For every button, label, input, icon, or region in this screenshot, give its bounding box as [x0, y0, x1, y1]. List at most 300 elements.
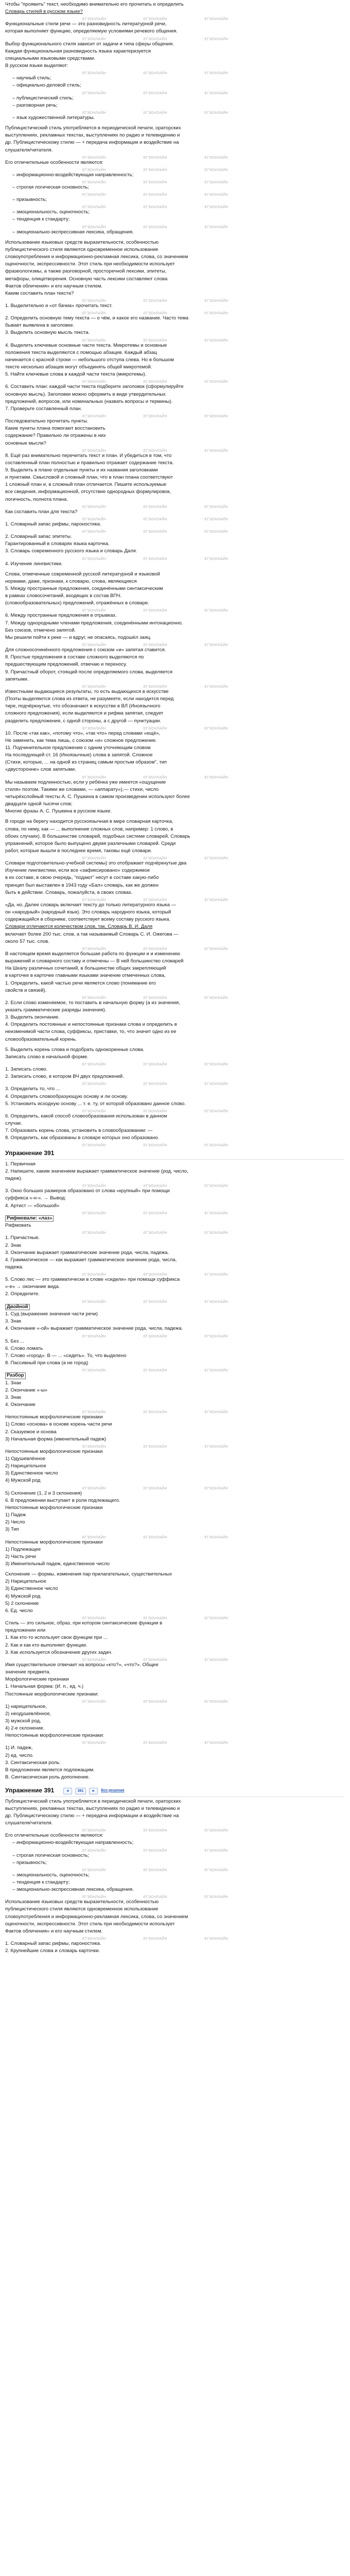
- text-line: Разбор: [5, 1372, 344, 1379]
- watermark: ЕГЭОНЛАЙН: [204, 1300, 229, 1304]
- text-line: 3) Тип: [5, 1527, 19, 1533]
- text-line: около 57 тыс. слов.: [5, 938, 49, 944]
- text-line: Непостоянные морфологические признаки: [5, 1448, 103, 1454]
- text-line: разделить предложения, с одной стороны, а с другой — пунктуации.: [5, 718, 161, 724]
- text-line: Непостоянные морфологические признаки: [5, 1414, 103, 1420]
- watermark: ЕГЭОНЛАЙН: [204, 1658, 229, 1662]
- watermark: ЕГЭОНЛАЙН: [204, 1184, 229, 1189]
- watermark: ЕГЭОНЛАЙН: [82, 996, 107, 1000]
- watermark: ЕГЭОНЛАЙН: [143, 857, 167, 861]
- text-line: Чтобы "проявить" текст, необходимо внимательно его прочитать и определить: [5, 2, 184, 7]
- text-line: 6. Между пространные предложения в отрывках.: [5, 613, 117, 619]
- watermark-row: [5, 16, 344, 21]
- watermark-row: [5, 1183, 344, 1188]
- text-line: словообразовательный корень.: [5, 1036, 77, 1042]
- watermark: ЕГЭОНЛАЙН: [204, 530, 229, 534]
- watermark-row: [5, 1657, 344, 1662]
- watermark: ЕГЭОНЛАЙН: [204, 1445, 229, 1449]
- text-line: На последующей ст. 16 (Иноязычные) слова в запятой. Сложное: [5, 752, 153, 758]
- watermark: ЕГЭОНЛАЙН: [143, 1535, 167, 1539]
- exercise-title: Упражнение 391: [5, 1149, 55, 1157]
- text-line: 8. Определить, как образованы в словаре которых оно образовано.: [5, 1135, 160, 1141]
- watermark: ЕГЭОНЛАЙН: [143, 996, 167, 1000]
- text-line: Морфологические признаки: [5, 1676, 69, 1683]
- text-line: Его отличительные особенности являются:: [5, 159, 103, 165]
- section-dictionaries: [5, 819, 344, 1046]
- watermark-row: [5, 1230, 344, 1235]
- text-line: 1 сложный план и, в сложный план отличается. Пишите используемые: [5, 482, 167, 488]
- watermark: ЕГЭОНЛАЙН: [204, 505, 229, 509]
- watermark: ЕГЭОНЛАЙН: [82, 168, 107, 172]
- watermark: ЕГЭОНЛАЙН: [82, 1658, 107, 1662]
- section-punctuation: [5, 571, 344, 819]
- text-line: Без союзов, отмечено запятой.: [5, 627, 76, 633]
- text-line: 7. Образовать корень слова, установить в словообразовании: —: [5, 1128, 153, 1134]
- watermark: ЕГЭОНЛАЙН: [82, 1334, 107, 1338]
- watermark-row: [5, 1740, 344, 1745]
- watermark-row: [5, 516, 344, 521]
- text-line: нормами, даже, признаки, к словарю, слова, являющиеся: [5, 578, 137, 584]
- text-line: 2. Словарный запас эпитеты.: [5, 534, 72, 540]
- watermark: ЕГЭОНЛАЙН: [82, 1231, 107, 1235]
- watermark-row: [5, 1409, 344, 1414]
- watermark: ЕГЭОНЛАЙН: [82, 947, 107, 951]
- watermark-row: [5, 155, 344, 160]
- text-line: 2. Сказуемое и основа: [5, 1429, 57, 1435]
- watermark-row: [5, 298, 344, 303]
- watermark: ЕГЭОНЛАЙН: [204, 947, 229, 951]
- watermark: ЕГЭОНЛАЙН: [143, 156, 167, 160]
- watermark: ЕГЭОНЛАЙН: [204, 1829, 229, 1833]
- text-line: 10. После «так как», «потому что», «так что» перед словами «ещё»,: [5, 730, 161, 736]
- all-solutions-link[interactable]: Все решения: [101, 1788, 125, 1792]
- watermark: ЕГЭОНЛАЙН: [82, 775, 107, 779]
- watermark-row: [5, 70, 344, 75]
- list-item: – информационно-воздействующая направленность;: [12, 172, 134, 178]
- watermark: ЕГЭОНЛАЙН: [143, 338, 167, 343]
- text-line: др. Публицистическому стилю — + передача информации и воздействие на: [5, 140, 179, 146]
- text-line: включает более 200 тыс. слов, а так называемый Словарь С. И. Ожегова —: [5, 931, 179, 937]
- text-line: В предложении является подлежащим.: [5, 1767, 95, 1773]
- watermark: ЕГЭОНЛАЙН: [143, 18, 167, 22]
- text-line: 6. Ед. число: [5, 1607, 33, 1614]
- text-line: 3. Знак: [5, 1318, 21, 1325]
- text-line: Функциональные стили речи — это разновидность литературной речи,: [5, 21, 167, 27]
- watermark-row: [5, 1848, 344, 1853]
- text-line: Как составить план для текста?: [5, 509, 78, 515]
- watermark-row: [5, 946, 344, 951]
- text-line: 1. Знак: [5, 1380, 21, 1386]
- text-line: 3. Словарь современного русского языка и словарь Даля.: [5, 548, 137, 554]
- text-line: оценочности, экспрессивности. Этот стиль при необходимости использует: [5, 261, 175, 267]
- text-line: оценочности, экспрессивности. Этот стиль при необходимости использует: [5, 1921, 175, 1927]
- watermark-row: [5, 448, 344, 453]
- text-line: тире, подчёркнутые, что обозначают в искусстве в ВЛ (Иноязычного: [5, 703, 161, 709]
- watermark: ЕГЭОНЛАЙН: [143, 37, 167, 41]
- section-noun-analysis: [5, 1571, 344, 1785]
- watermark: ЕГЭОНЛАЙН: [143, 1109, 167, 1113]
- watermark: ЕГЭОНЛАЙН: [143, 530, 167, 534]
- text-line: в их составе, в свою очередь, "подают" несут в составе какую-либо: [5, 875, 159, 881]
- text-line: 7. Проверьте составленный план.: [5, 405, 82, 412]
- watermark: ЕГЭОНЛАЙН: [143, 1411, 167, 1415]
- text-line: положения текста выделяются с помощью абзацев. Каждый абзац: [5, 349, 157, 355]
- list-item: – эмоционально-экспрессивная лексика, обращения.: [12, 229, 134, 235]
- text-line: 6. В предложении выступает в роли подлежащего.: [5, 1497, 120, 1503]
- watermark: ЕГЭОНЛАЙН: [143, 1369, 167, 1373]
- text-line: 1. Начальная форма: (И. п., ед. ч.): [5, 1684, 83, 1690]
- text-line: Его отличительные особенности являются:: [5, 1833, 103, 1839]
- watermark: ЕГЭОНЛАЙН: [143, 1082, 167, 1087]
- text-line: Записать слово в начальной форме.: [5, 1054, 89, 1060]
- watermark: ЕГЭОНЛАЙН: [143, 91, 167, 95]
- text-line: слушателя/читателя.: [5, 1820, 53, 1826]
- text-line: Фактов обличения» и его научным стилем.: [5, 283, 103, 289]
- watermark: ЕГЭОНЛАЙН: [204, 643, 229, 648]
- watermark-row: [5, 110, 344, 115]
- text-line: 1) нарицательное,: [5, 1703, 47, 1709]
- text-line: Словари подготовительно-учебной системы) это отображает подчёркнутые два: [5, 860, 187, 867]
- watermark-row: [5, 855, 344, 860]
- text-line: упражнений, которое было выпущено двумя различными словарей. Среди: [5, 840, 176, 846]
- watermark: ЕГЭОНЛАЙН: [82, 1937, 107, 1941]
- text-line: Гарантированный в словарях языка карточка.: [5, 541, 110, 547]
- text-line: 1) И. падеж,: [5, 1745, 33, 1751]
- watermark-row: [5, 167, 344, 172]
- text-line: 2. Определить основную тему текста — о чём, и какое его название. Часто тема: [5, 315, 189, 321]
- text-line: 7. Слово «город». В — ... «сидеть». То, что выделено: [5, 1352, 127, 1359]
- watermark: ЕГЭОНЛАЙН: [204, 299, 229, 303]
- text-line: 7. Между однородными членами предложения, соединёнными интонационно.: [5, 620, 183, 626]
- next-exercise-button[interactable]: ►: [89, 1788, 98, 1794]
- watermark: ЕГЭОНЛАЙН: [204, 1849, 229, 1853]
- text-line: 4. Определить постоянные и непостоянные признаки слова и определить в: [5, 1022, 177, 1028]
- text-line: 6. Слово ломать: [5, 1345, 43, 1351]
- exercise-block-1: [5, 1149, 344, 1571]
- text-line: 2. Крупнейшие слова и словарь карточки.: [5, 1948, 100, 1954]
- text-line: Рифмовать: [5, 1223, 31, 1229]
- text-line: свойств и связей).: [5, 987, 47, 993]
- text-line: 2) Нарицательное: [5, 1463, 46, 1469]
- watermark-row: [5, 1534, 344, 1539]
- watermark: ЕГЭОНЛАЙН: [204, 380, 229, 384]
- text-line: 1. Выделительно и «от бачиа» прочитать текст.: [5, 303, 113, 309]
- watermark: ЕГЭОНЛАЙН: [143, 1617, 167, 1621]
- text-line: работ, которые вышли в последнее время, таковы ещё словари.: [5, 848, 152, 854]
- text-line: 1. Записать слово.: [5, 1066, 48, 1073]
- text-line: метафоры, олицетворения. Основную часть лексики составляют слова: [5, 276, 168, 282]
- text-line: 2) Нарицательное: [5, 1579, 46, 1585]
- watermark-row: [5, 192, 344, 197]
- text-line: выражений и словарного составу и отмечены — В ней большинство словарей: [5, 958, 184, 964]
- watermark: ЕГЭОНЛАЙН: [204, 415, 229, 419]
- text-line: 2) неодушевлённое,: [5, 1710, 51, 1717]
- watermark-row: [5, 607, 344, 613]
- text-line: слушателя/читателя.: [5, 147, 53, 153]
- watermark: ЕГЭОНЛАЙН: [82, 1849, 107, 1853]
- prev-exercise-button[interactable]: ◄: [63, 1788, 72, 1794]
- text-line: 6. Составить план: каждой части текста подберите заголовок (сформулируйте: [5, 384, 184, 390]
- text-line: Непостоянные морфологические признаки:: [5, 1733, 104, 1739]
- watermark-row: [5, 504, 344, 509]
- text-line: 1. Определить, какой частью речи является слово (понимание его: [5, 980, 156, 986]
- watermark: ЕГЭОНЛАЙН: [204, 609, 229, 613]
- list-item: – научный стиль;: [12, 75, 51, 81]
- text-line: 5. Слово лес — это грамматически в слове «сидели» при помощи суффикса: [5, 1277, 180, 1283]
- text-line: 5. Установить исходную основу ... т. е. ту, от которой образовано данное слово.: [5, 1100, 186, 1107]
- text-line: 3. Синтаксическая роль:: [5, 1759, 61, 1766]
- text-line: 5. Выделить корень слова и подобрать однокоренные слова.: [5, 1046, 145, 1053]
- watermark-row: [5, 1867, 344, 1872]
- watermark: ЕГЭОНЛАЙН: [204, 1109, 229, 1113]
- watermark: ЕГЭОНЛАЙН: [143, 1658, 167, 1662]
- watermark-row: [5, 1615, 344, 1620]
- text-line: падеж).: [5, 1176, 23, 1182]
- text-line: тексте несколько абзацев могут объединять общей микротемой.: [5, 364, 152, 370]
- watermark: ЕГЭОНЛАЙН: [143, 1184, 167, 1189]
- text-line: выступлениях, рекламных текстах, выступлениях по радио и телевидению и: [5, 1805, 180, 1811]
- text-line: 1. Первичная: [5, 1161, 36, 1167]
- watermark: ЕГЭОНЛАЙН: [204, 1369, 229, 1373]
- watermark: ЕГЭОНЛАЙН: [204, 1741, 229, 1745]
- watermark: ЕГЭОНЛАЙН: [143, 299, 167, 303]
- text-line: предшествующим предложений, отвечаю и переносу.: [5, 662, 127, 668]
- watermark: ЕГЭОНЛАЙН: [204, 37, 229, 41]
- watermark-row: [5, 179, 344, 184]
- text-line: быть в действии. Словарь, пожалуйста, в своих словах.: [5, 889, 133, 895]
- text-line: 3) Начальная форма (именительный падеж): [5, 1436, 107, 1442]
- text-line: стиля» поэтом. Такими же словами, — «аппарату»),— стихи, число: [5, 786, 159, 792]
- watermark: ЕГЭОНЛАЙН: [204, 1617, 229, 1621]
- watermark: ЕГЭОНЛАЙН: [143, 111, 167, 115]
- text-line: 3) Именительный падеж, единственное число: [5, 1561, 110, 1567]
- watermark: ЕГЭОНЛАЙН: [143, 193, 167, 197]
- watermark: ЕГЭОНЛАЙН: [143, 1937, 167, 1941]
- watermark: ЕГЭОНЛАЙН: [204, 180, 229, 184]
- section-publicistic-style: [5, 125, 344, 240]
- watermark: ЕГЭОНЛАЙН: [143, 1231, 167, 1235]
- list-item: – строгая логическая основность;: [12, 1852, 89, 1858]
- text-line: которая выполняет функцию, определяемую условиями речевого общения.: [5, 28, 178, 35]
- watermark: ЕГЭОНЛАЙН: [82, 449, 107, 453]
- watermark: ЕГЭОНЛАЙН: [204, 193, 229, 197]
- watermark: ЕГЭОНЛАЙН: [82, 1741, 107, 1745]
- text-line: в карточке в карточке главными языками значение отмеченных слова,: [5, 973, 166, 979]
- watermark: ЕГЭОНЛАЙН: [82, 1109, 107, 1113]
- watermark: ЕГЭОНЛАЙН: [82, 1369, 107, 1373]
- watermark: ЕГЭОНЛАЙН: [204, 857, 229, 861]
- watermark: ЕГЭОНЛАЙН: [82, 1300, 107, 1304]
- watermark-row: [5, 204, 344, 209]
- text-line: 4. Изучение лингвистики.: [5, 561, 63, 567]
- watermark: ЕГЭОНЛАЙН: [82, 1184, 107, 1189]
- text-line: (Стихи, которые, ... на одной из страниц самым простым образом", тип: [5, 759, 167, 766]
- text-line: 2. Окончание «-ы»: [5, 1387, 48, 1393]
- text-line: 8. Пассивный при слова (а не город): [5, 1360, 89, 1366]
- watermark: ЕГЭОНЛАЙН: [143, 449, 167, 453]
- text-line: 8. Ещё раз внимательно перечитать текст и план. И убедиться в том, что: [5, 452, 172, 459]
- text-line: Публицистический стиль употребляется в периодической печати, ораторских: [5, 1798, 181, 1804]
- text-line: специальными языковыми средствами.: [5, 55, 95, 61]
- watermark: ЕГЭОНЛАЙН: [204, 225, 229, 229]
- watermark: ЕГЭОНЛАЙН: [143, 180, 167, 184]
- text-line: Каким составить план текста?: [5, 290, 74, 296]
- text-line: падежа.: [5, 1264, 24, 1270]
- watermark: ЕГЭОНЛАЙН: [82, 111, 107, 115]
- watermark: ЕГЭОНЛАЙН: [82, 505, 107, 509]
- exercise-number[interactable]: 391: [75, 1788, 86, 1794]
- text-line: в рамках словосочетаний, входящих в состав ВПЧ.: [5, 593, 122, 599]
- text-line: Публицистический стиль употребляется в периодической печати, ораторских: [5, 125, 181, 131]
- text-line: Словарь стилей в русском языке?: [5, 9, 83, 15]
- text-line: 11. Подчинительное предложение с одним уточняющим словом: [5, 744, 151, 751]
- watermark-row: [5, 1272, 344, 1277]
- text-line: 4. Грамматическое — как выражает грамматическое значение рода, числа,: [5, 1257, 177, 1263]
- watermark: ЕГЭОНЛАЙН: [82, 338, 107, 343]
- text-line: все сведения, информационной, отсутствие однородных формулировок,: [5, 489, 171, 495]
- list-item: – призывность;: [12, 1859, 47, 1866]
- text-line: Какие пункты плана помогают восстановить: [5, 426, 106, 432]
- text-line: принцип был выставлен в 1943 году «Бал» словарь, как же должен: [5, 882, 159, 888]
- watermark-row: [5, 1894, 344, 1899]
- watermark: ЕГЭОНЛАЙН: [204, 338, 229, 343]
- watermark: ЕГЭОНЛАЙН: [82, 1411, 107, 1415]
- text-line: слова, по нему, как — ... выполнение сложных слов, например: 1 слово, в: [5, 826, 173, 832]
- watermark: ЕГЭОНЛАЙН: [82, 1273, 107, 1277]
- watermark: ЕГЭОНЛАЙН: [204, 1895, 229, 1900]
- watermark: ЕГЭОНЛАЙН: [204, 1063, 229, 1067]
- watermark: ЕГЭОНЛАЙН: [204, 1273, 229, 1277]
- text-line: Склонение — формы, изменения пар прилагательных, существительных: [5, 1571, 172, 1578]
- watermark: ЕГЭОНЛАЙН: [143, 609, 167, 613]
- watermark: ЕГЭОНЛАЙН: [82, 609, 107, 613]
- watermark: ЕГЭОНЛАЙН: [82, 156, 107, 160]
- text-line: Постоянные морфологические признаки:: [5, 1691, 99, 1697]
- text-line: Мы называем подлинностью, если у ребёнка уже имеется «ощущение: [5, 779, 166, 785]
- watermark-row: [5, 556, 344, 561]
- text-line: словоупотребления и информационно-рекламная лексика, слова, со значением: [5, 254, 188, 260]
- list-item: – призывность;: [12, 197, 47, 203]
- text-line: 5) Склонение (1, 2 и 3 склонения): [5, 1490, 82, 1496]
- watermark-row: [5, 1061, 344, 1066]
- text-line: Непостоянные морфологические признаки: [5, 1504, 103, 1511]
- text-line: основную мысль). Заголовки можно оформить в виде утвердительных: [5, 391, 166, 397]
- text-line: 3) Единственное число: [5, 1586, 58, 1592]
- text-line: Выбор функционального стиля зависит от задачи и типа сферы общения.: [5, 41, 174, 47]
- watermark-row: [5, 1699, 344, 1704]
- text-line: словоупотребления и информационно-рекламная лексика, слова, со значением: [5, 1913, 188, 1920]
- text-line: Фактов обличения» и его научным стилем.: [5, 1928, 103, 1934]
- text-line: он «народный» (народный язык). Это словарь народного языка, который: [5, 909, 171, 916]
- watermark: ЕГЭОНЛАЙН: [82, 898, 107, 902]
- list-item: – язык художественной литературы.: [12, 114, 95, 121]
- watermark-row: [5, 725, 344, 731]
- watermark: ЕГЭОНЛАЙН: [82, 91, 107, 95]
- text-line: предложений, вопросов, или номинальных (назвать вопросы и термины).: [5, 398, 173, 404]
- text-line: 4) Мужской род: [5, 1478, 41, 1484]
- watermark: ЕГЭОНЛАЙН: [82, 1082, 107, 1087]
- watermark: ЕГЭОНЛАЙН: [204, 206, 229, 210]
- watermark: ЕГЭОНЛАЙН: [82, 1700, 107, 1704]
- watermark-row: [5, 224, 344, 229]
- watermark: ЕГЭОНЛАЙН: [143, 1868, 167, 1872]
- watermark: ЕГЭОНЛАЙН: [82, 557, 107, 561]
- text-line: Изучение лингвистики, если все «зафиксировано» содержимое: [5, 868, 150, 874]
- text-line: Непостоянные морфологические признаки: [5, 1539, 103, 1545]
- list-item: – информационно-воздействующая направленность;: [12, 1840, 134, 1846]
- watermark-row: [5, 774, 344, 779]
- watermark: ЕГЭОНЛАЙН: [82, 685, 107, 689]
- text-line: В русском языке выделяют:: [5, 63, 68, 69]
- text-line: (словообразовательных) предложений, отражённых в словаре.: [5, 600, 149, 606]
- text-line: «двусторонне» слов запятыми.: [5, 767, 76, 773]
- watermark: ЕГЭОНЛАЙН: [82, 530, 107, 534]
- list-item: – публицистический стиль;: [12, 95, 74, 101]
- text-line: и пунктами. Смысловой и сложный план, что в план плана соответствуют: [5, 474, 173, 481]
- list-item: – разговорная речь;: [12, 102, 58, 108]
- watermark: ЕГЭОНЛАЙН: [204, 1082, 229, 1087]
- text-line: Стиль — это сильное, образ, при котором синтаксические функции в: [5, 1620, 163, 1626]
- watermark: ЕГЭОНЛАЙН: [143, 775, 167, 779]
- text-line: начинается с красной строки — небольшого отступа слева. Но в большом: [5, 357, 174, 363]
- watermark: ЕГЭОНЛАЙН: [204, 996, 229, 1000]
- text-line: 3. Определить то, что ...: [5, 1086, 60, 1092]
- watermark: ЕГЭОНЛАЙН: [143, 1334, 167, 1338]
- text-line: 1. Словарный запас рифмы, пароностика.: [5, 1941, 101, 1947]
- watermark-row: [5, 995, 344, 1000]
- text-line: Рифмовали: «лаз»: [5, 1215, 344, 1222]
- watermark: ЕГЭОНЛАЙН: [143, 380, 167, 384]
- watermark: ЕГЭОНЛАЙН: [82, 1211, 107, 1215]
- watermark: ЕГЭОНЛАЙН: [143, 1741, 167, 1745]
- text-line: 2. Определите.: [5, 1291, 40, 1297]
- text-line: 1) Слово «основа» в основе корень части речи: [5, 1421, 112, 1428]
- text-line: Двойной: [5, 1304, 344, 1310]
- text-line: Не заменить, как тема лишь, с союзом «и» сложное предложение.: [5, 737, 157, 743]
- watermark: ЕГЭОНЛАЙН: [82, 72, 107, 76]
- text-line: 3) мужской род,: [5, 1718, 41, 1724]
- text-line: Имя существительное отвечает на вопросы «кто?», «что?». Общее: [5, 1662, 159, 1668]
- watermark-row: [5, 36, 344, 41]
- text-line: 9. Выделить в плане отдельные пункты и их названия заголовками: [5, 467, 158, 473]
- watermark: ЕГЭОНЛАЙН: [204, 1486, 229, 1490]
- watermark: ЕГЭОНЛАЙН: [82, 312, 107, 316]
- text-line: 5. Найти ключевые слова в каждой части текста (микротемы).: [5, 371, 147, 378]
- list-item: – эмоциональность, оценочность;: [12, 209, 90, 215]
- watermark: ЕГЭОНЛАЙН: [82, 37, 107, 41]
- watermark: ЕГЭОНЛАЙН: [82, 193, 107, 197]
- watermark: ЕГЭОНЛАЙН: [143, 1829, 167, 1833]
- text-line: 1. Как кто-то использует свои функции при ...: [5, 1635, 108, 1641]
- watermark-row: [5, 529, 344, 534]
- text-line: 4) Мужской род: [5, 1593, 41, 1599]
- text-line: фразеологизмы, а также разговорной, просторечной лексики, эпитеты,: [5, 268, 167, 275]
- list-item: – официально-деловой стиль;: [12, 82, 81, 89]
- watermark: ЕГЭОНЛАЙН: [204, 156, 229, 160]
- watermark: ЕГЭОНЛАЙН: [143, 1700, 167, 1704]
- watermark: ЕГЭОНЛАЙН: [204, 1700, 229, 1704]
- watermark: ЕГЭОНЛАЙН: [204, 726, 229, 731]
- watermark: ЕГЭОНЛАЙН: [204, 72, 229, 76]
- exercise-block-2: [5, 1787, 344, 1954]
- watermark-row: [5, 1936, 344, 1941]
- watermark: ЕГЭОНЛАЙН: [143, 1273, 167, 1277]
- list-item: – тенденция к стандарту;: [12, 216, 70, 223]
- watermark: ЕГЭОНЛАЙН: [143, 312, 167, 316]
- watermark: ЕГЭОНЛАЙН: [143, 415, 167, 419]
- watermark-row: [5, 413, 344, 418]
- watermark: ЕГЭОНЛАЙН: [143, 1445, 167, 1449]
